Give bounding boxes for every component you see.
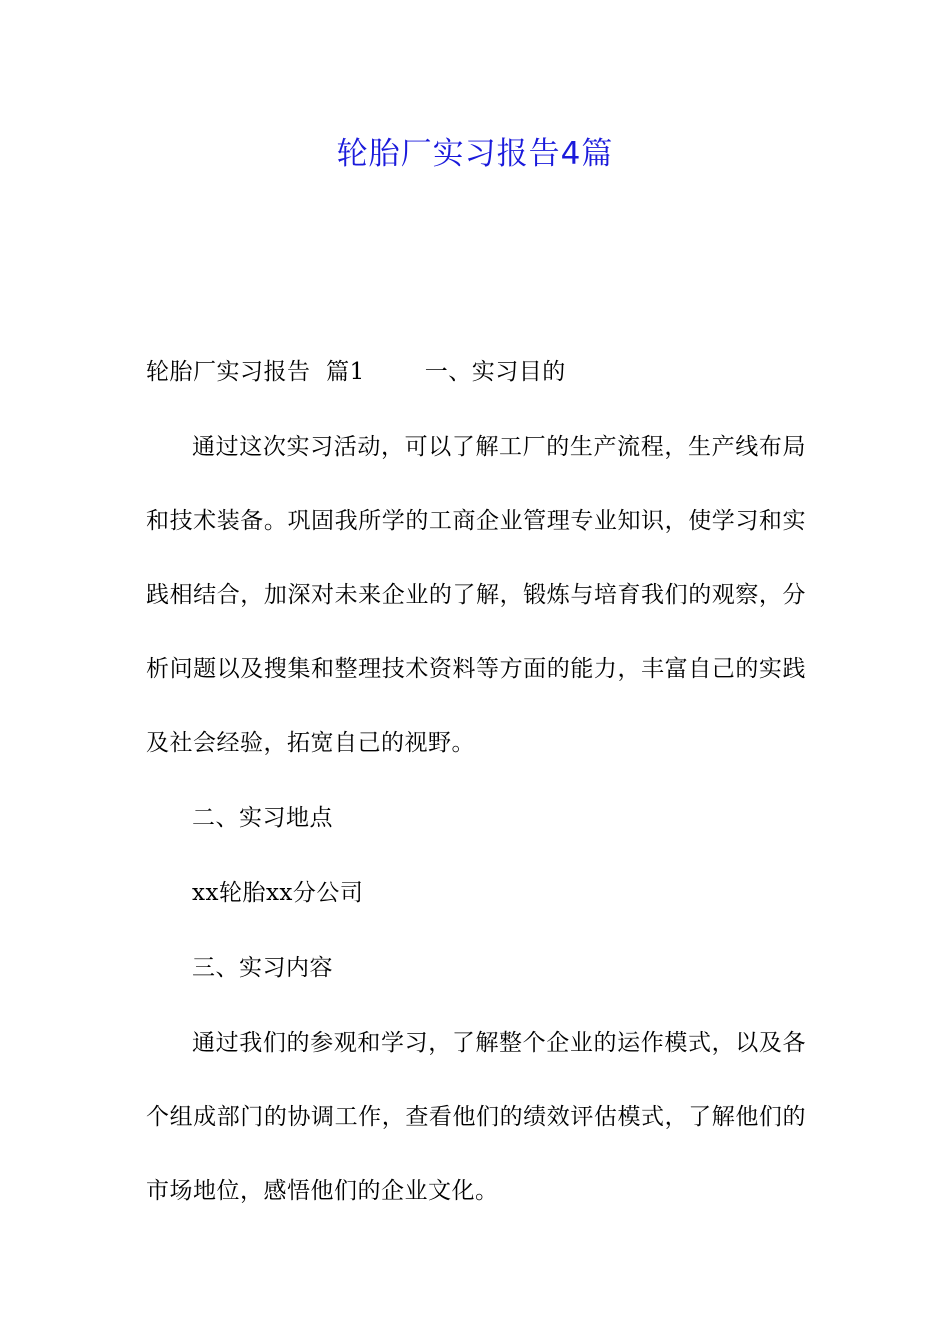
section3-paragraph: 通过我们的参观和学习，了解整个企业的运作模式，以及各个组成部门的协调工作，查看他们的绩效评估模式，了解他们的市场地位，感悟他们的企业文化。 xyxy=(146,1030,806,1204)
section1-paragraph: 通过这次实习活动，可以了解工厂的生产流程，生产线布局和技术装备。巩固我所学的工商企业管理专业知识，使学习和实践相结合，加深对未来企业的了解，锻炼与培育我们的观察，分析问题以及搜集和整理技术资料等方面的能力，丰富自己的实践及社会经验，拓宽自己的视野。 xyxy=(146,434,806,756)
report-part-label: 轮胎厂实习报告 篇1 xyxy=(146,359,365,385)
report-heading-line xyxy=(146,335,806,409)
document-title: 轮胎厂实习报告4篇 xyxy=(336,136,614,172)
section2-paragraph: xx轮胎xx分公司 xyxy=(192,880,364,906)
section1-heading: 一、实习目的 xyxy=(424,359,566,385)
section2-heading: 二、实习地点 xyxy=(192,805,333,831)
section3-heading: 三、实习内容 xyxy=(192,955,333,981)
